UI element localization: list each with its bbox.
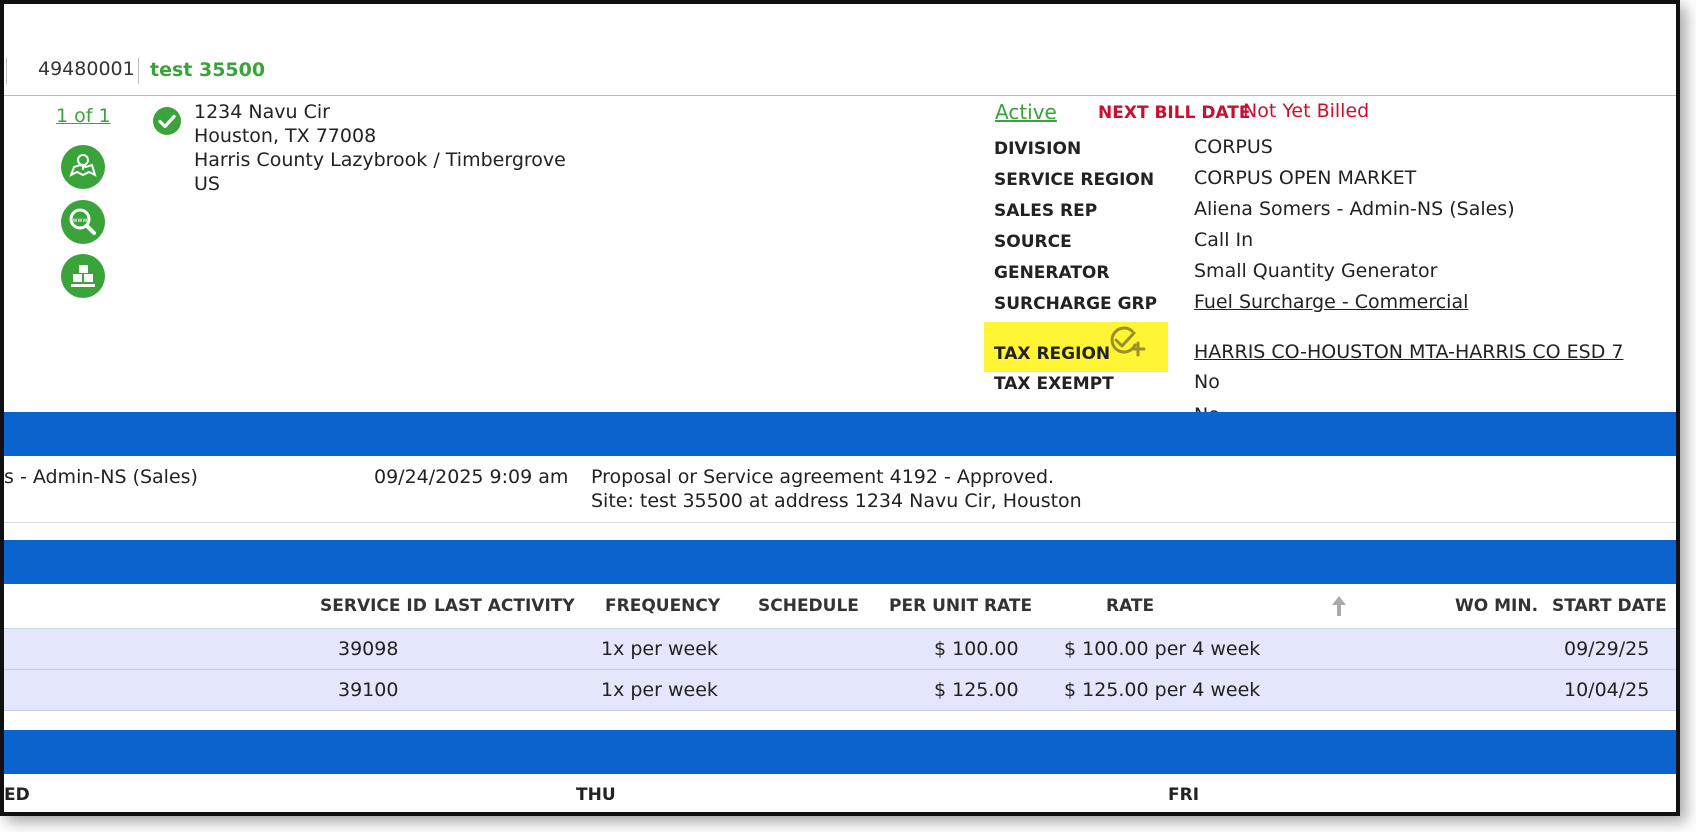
notes-divider [4, 522, 1676, 523]
address-line-3: Harris County Lazybrook / Timbergrove [194, 149, 566, 171]
pallet-boxes-icon [61, 254, 105, 298]
cell-per-unit-rate: $ 125.00 [934, 679, 1019, 701]
col-service-id[interactable]: SERVICE ID [320, 596, 427, 616]
day-header-wed: ED [4, 785, 30, 805]
surcharge-group-label: SURCHARGE GRP [994, 294, 1158, 314]
search-icon [61, 200, 105, 244]
truncated-row-value [1194, 404, 1220, 412]
source-value: Call In [1194, 229, 1254, 251]
address-line-2: Houston, TX 77008 [194, 125, 377, 147]
svg-text:www: www [72, 217, 88, 224]
sales-rep-label: SALES REP [994, 201, 1098, 221]
cell-start-date: 10/04/25 [1564, 679, 1650, 701]
tax-exempt-label: TAX EXEMPT [994, 374, 1114, 394]
cell-rate: $ 125.00 per 4 week [1064, 679, 1261, 701]
service-region-value: CORPUS OPEN MARKET [1194, 167, 1417, 189]
table-row[interactable] [4, 670, 1676, 711]
table-row[interactable] [4, 629, 1676, 670]
cell-service-id: 39098 [338, 638, 399, 660]
map-location-button[interactable] [61, 145, 105, 189]
containers-button[interactable] [61, 254, 105, 298]
cell-rate: $ 100.00 per 4 week [1064, 638, 1261, 660]
status-active-link[interactable]: Active [995, 100, 1057, 124]
site-pager-link[interactable]: 1 of 1 [56, 105, 111, 127]
service-region-label: SERVICE REGION [994, 170, 1155, 190]
site-name: test 35500 [150, 59, 266, 81]
col-wo-min[interactable]: WO MIN. [1455, 596, 1539, 616]
tax-exempt-value: No [1194, 371, 1220, 393]
add-tax-region-icon[interactable] [1108, 325, 1146, 357]
services-section-header [4, 540, 1676, 584]
header-underline [4, 95, 1676, 96]
day-header-fri: FRI [1168, 785, 1200, 805]
note-text-line-1: Proposal or Service agreement 4192 - Approved. [591, 466, 1055, 488]
col-per-unit-rate[interactable]: PER UNIT RATE [889, 596, 1033, 616]
verified-check-icon [153, 107, 181, 135]
note-author: s - Admin-NS (Sales) [4, 466, 198, 488]
cell-start-date: 09/29/25 [1564, 638, 1650, 660]
web-search-button[interactable] [61, 200, 105, 244]
generator-value: Small Quantity Generator [1194, 260, 1438, 282]
cell-frequency: 1x per week [601, 679, 718, 701]
address-line-1: 1234 Navu Cir [194, 101, 330, 123]
map-pin-icon [61, 145, 105, 189]
cell-per-unit-rate: $ 100.00 [934, 638, 1019, 660]
notes-section-header [4, 412, 1676, 456]
source-label: SOURCE [994, 232, 1072, 252]
site-number: 49480001 [38, 58, 135, 80]
note-timestamp: 09/24/2025 9:09 am [374, 466, 569, 488]
tax-region-link[interactable]: HARRIS CO-HOUSTON MTA-HARRIS CO ESD 7 [1194, 341, 1624, 363]
schedule-section-header [4, 730, 1676, 774]
division-label: DIVISION [994, 139, 1082, 159]
sort-up-arrow-icon[interactable] [1330, 594, 1348, 618]
day-header-thu: THU [576, 785, 616, 805]
next-bill-date-label: NEXT BILL DATE [1098, 103, 1251, 123]
header-divider [138, 58, 139, 84]
next-bill-date-value: Not Yet Billed [1243, 100, 1370, 122]
division-value: CORPUS [1194, 136, 1273, 158]
cell-frequency: 1x per week [601, 638, 718, 660]
generator-label: GENERATOR [994, 263, 1110, 283]
tax-region-label: TAX REGION [994, 344, 1111, 364]
col-schedule[interactable]: SCHEDULE [758, 596, 859, 616]
surcharge-group-link[interactable]: Fuel Surcharge - Commercial [1194, 291, 1469, 313]
sales-rep-value: Aliena Somers - Admin-NS (Sales) [1194, 198, 1515, 220]
address-line-4: US [194, 173, 220, 195]
header-divider [6, 58, 7, 84]
col-last-activity[interactable]: LAST ACTIVITY [434, 596, 575, 616]
col-frequency[interactable]: FREQUENCY [605, 596, 721, 616]
col-start-date[interactable]: START DATE [1552, 596, 1667, 616]
col-rate[interactable]: RATE [1106, 596, 1155, 616]
note-text-line-2: Site: test 35500 at address 1234 Navu Cir, Houston [591, 490, 1082, 512]
cell-service-id: 39100 [338, 679, 399, 701]
